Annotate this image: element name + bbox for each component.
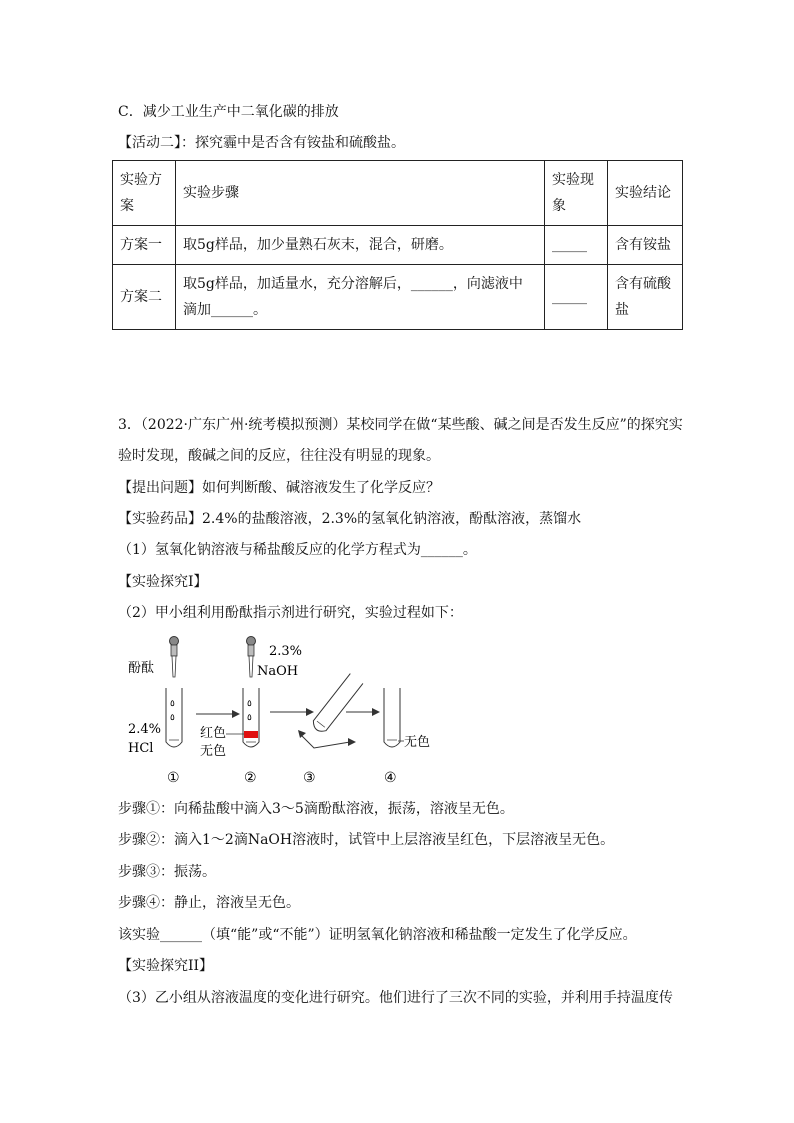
header-plan: 实验方案 [113,161,176,226]
row1-step: 取5g样品，加少量熟石灰末，混合，研磨。 [176,226,545,265]
dropper-icon [170,637,179,678]
test-tube-icon [226,688,259,747]
svg-text:٥: ٥ [170,699,175,709]
svg-text:٥: ٥ [170,713,175,723]
q3-line2: 验时发现，酸碱之间的反应，往往没有明显的现象。 [118,448,440,464]
q3-line1: 3．（2022·广东广州·统考模拟预测）某校同学在做“某些酸、碱之间是否发生反应”的探究实 [118,417,683,433]
row2-step-blank: ______ [410,276,453,292]
table-row [113,265,683,330]
row2-plan: 方案二 [113,265,176,330]
q3-step4: 步骤④：静止，溶液呈无色。 [118,895,300,911]
dropper2-label-a: 2.3% [269,644,303,659]
row2-step-part: 取5g样品，加适量水，充分溶解后， [183,276,411,292]
arrow-head-icon [372,708,380,716]
table-header-row [113,161,683,226]
tube4-label: 无色 [404,735,431,750]
arrow-head-icon [306,708,314,716]
q3-part1: （1）氢氧化钠溶液与稀盐酸反应的化学方程式为______。 [118,542,477,558]
dropper2-label-b: NaOH [257,664,299,679]
header-phenomenon: 实验现象 [545,161,608,226]
q3-part3: （3）乙小组从溶液温度的变化进行研究。他们进行了三次不同的实验，并利用手持温度传 [118,990,673,1006]
dropper1-label: 酚酞 [128,661,155,676]
row2-step-part: 。 [253,302,267,318]
svg-text:٥: ٥ [247,713,252,723]
row1-result: _____ [545,226,608,265]
row2-result: _____ [545,265,608,330]
svg-text:٥: ٥ [247,699,252,709]
table-row [113,226,683,265]
tilted-tube-icon [310,674,363,735]
option-c-text: C．减少工业生产中二氧化碳的排放 [118,104,339,120]
q3-step1: 步骤①：向稀盐酸中滴入3～5滴酚酞溶液，振荡，溶液呈无色。 [118,801,514,817]
q3-part2: （2）甲小组利用酚酞指示剂进行研究，实验过程如下： [118,605,463,621]
q3-reagents: 【实验药品】2.4%的盐酸溶液，2.3%的氢氧化钠溶液，酚酞溶液，蒸馏水 [118,511,582,527]
tube2-label-red: 红色 [200,726,227,741]
row2-step-blank: ______ [211,302,253,318]
q3-conclusion: 该实验______（填“能”或“不能”）证明氢氧化钠溶液和稀盐酸一定发生了化学反应。 [118,927,637,943]
dropper-icon [247,637,256,678]
experiment-figure [110,630,450,790]
test-tube-icon [166,688,182,747]
figure-number: ② [244,770,257,786]
q3-explore1: 【实验探究I】 [118,574,208,590]
red-layer [244,731,258,738]
q3-step3: 步骤③：振荡。 [118,864,216,880]
tube2-label-clear: 无色 [200,744,227,759]
q3-explore2: 【实验探究II】 [118,958,214,974]
experiment-table [112,160,683,330]
figure-number: ③ [303,770,316,786]
row2-step [176,265,545,330]
q3-step2: 步骤②：滴入1～2滴NaOH溶液时，试管中上层溶液呈红色，下层溶液呈无色。 [118,832,615,848]
test-tube-icon [384,688,404,747]
figure-number: ④ [384,770,397,786]
row1-plan: 方案一 [113,226,176,265]
row1-conclusion: 含有铵盐 [608,226,683,265]
row2-step-part: ，向滤液中 [452,276,523,292]
q3-question: 【提出问题】如何判断酸、碱溶液发生了化学反应？ [118,480,440,496]
header-conclusion: 实验结论 [608,161,683,226]
tube1-label-a: 2.4% [128,722,162,737]
shake-arrow-icon [300,734,350,748]
header-steps: 实验步骤 [176,161,545,226]
row2-step-part: 滴加 [183,302,211,318]
tube1-label-b: HCl [128,741,154,756]
arrow-head-icon [232,710,240,718]
row2-conclusion: 含有硫酸盐 [608,265,683,330]
activity2-heading: 【活动二】：探究霾中是否含有铵盐和硫酸盐。 [118,135,405,151]
figure-number: ① [167,770,180,786]
